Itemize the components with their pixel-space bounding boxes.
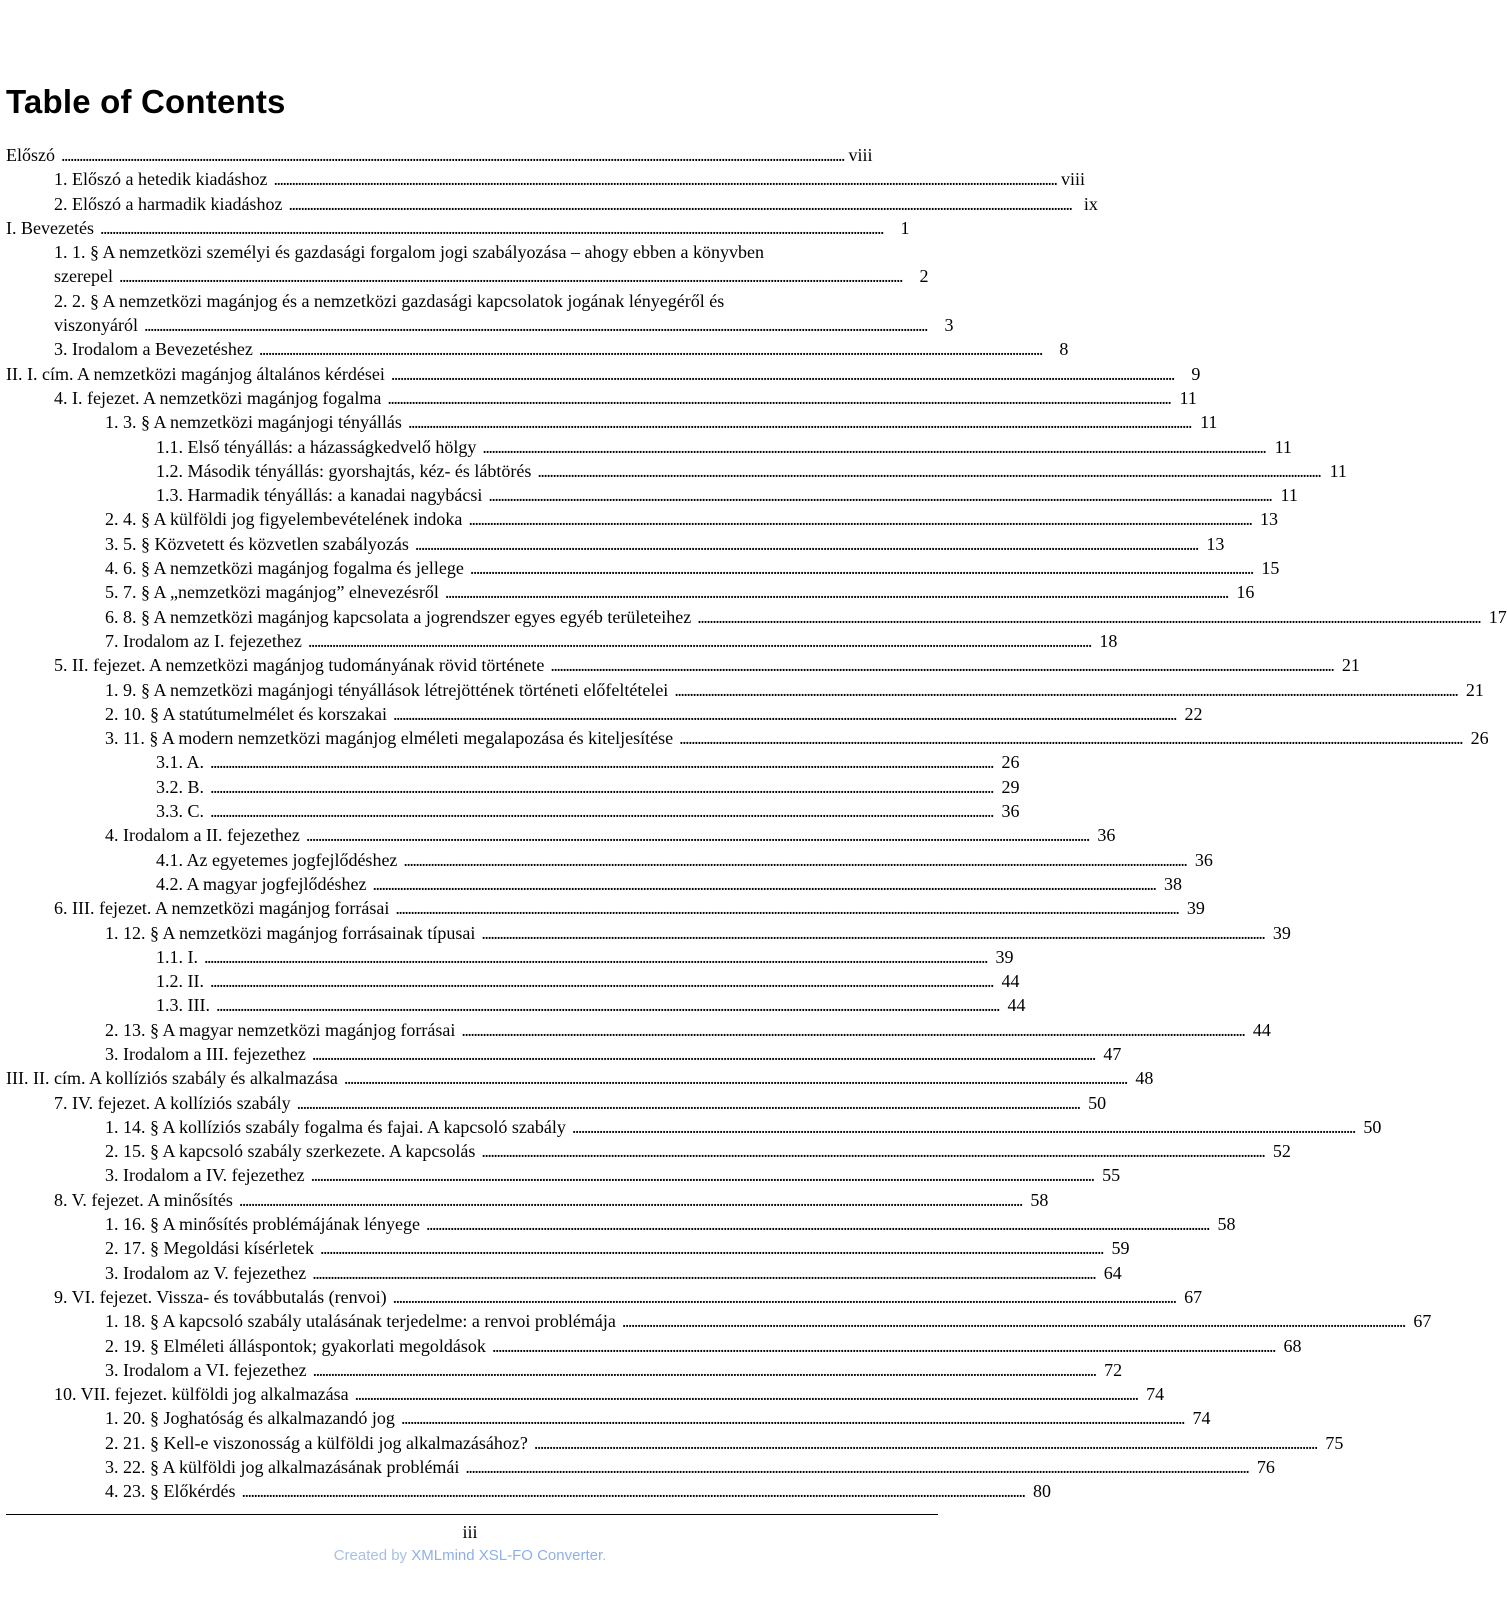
page-number: iii — [462, 1522, 478, 1542]
dot-leader — [465, 1455, 1247, 1479]
toc-entry[interactable] — [6, 459, 1347, 483]
dot-leader — [312, 1042, 1094, 1066]
toc-entry[interactable] — [6, 1334, 1302, 1358]
toc-entry[interactable] — [6, 1261, 1122, 1285]
dot-leader — [313, 1358, 1095, 1382]
toc-entry-text[interactable]: 1.2. Második tényállás: gyorshajtás, kéz- és lábtörés — [156, 460, 532, 481]
toc-entry-text[interactable]: 3.2. B. — [156, 776, 205, 797]
toc-entry[interactable] — [6, 799, 1020, 823]
toc-page-number[interactable]: 13 — [1206, 533, 1225, 554]
toc-page-number[interactable]: viii — [1060, 169, 1085, 190]
toc-entry[interactable] — [6, 1285, 1203, 1309]
toc-entry[interactable] — [6, 1479, 1051, 1503]
toc-entry-text[interactable]: 3. Irodalom a IV. fejezethez — [105, 1165, 305, 1186]
dot-leader — [372, 872, 1154, 896]
toc-entry-text[interactable]: 2. 2. § A nemzetközi magánjog és a nemzetközi gazdasági kapcsolatok jogának lényegéről és — [54, 290, 725, 311]
toc-entry-text[interactable]: 3. 22. § A külföldi jog alkalmazásának problémái — [105, 1457, 460, 1478]
dot-leader — [306, 823, 1088, 847]
dot-leader — [288, 192, 1070, 216]
toc-page-number[interactable]: 17 — [1488, 606, 1507, 627]
toc-entry-text[interactable]: 4. 6. § A nemzetközi magánjog fogalma és jellege — [105, 558, 464, 579]
toc-entry[interactable] — [6, 775, 1020, 799]
dot-leader — [550, 653, 1332, 677]
toc-entry[interactable] — [6, 750, 1020, 774]
dot-leader — [241, 1479, 1023, 1503]
toc-entry-text[interactable]: 3. Irodalom az V. fejezethez — [105, 1262, 307, 1283]
toc-entry-text[interactable]: 3.3. C. — [156, 801, 205, 822]
toc-entry[interactable] — [6, 1455, 1275, 1479]
toc-entry[interactable] — [6, 945, 1014, 969]
toc-entry-text[interactable]: 1.3. Harmadik tényállás: a kanadai nagybácsi — [156, 485, 483, 506]
toc-entry-text[interactable]: 4. Irodalom a II. fejezethez — [105, 825, 300, 846]
toc-entry[interactable] — [6, 167, 1085, 191]
toc-entry[interactable] — [6, 507, 1278, 531]
toc-entry[interactable] — [6, 1212, 1236, 1236]
toc-entry-continuation[interactable]: szerepel — [54, 266, 113, 287]
toc-entry-text[interactable]: II. I. cím. A nemzetközi magánjog általános kérdései — [6, 363, 385, 384]
toc-page-number[interactable]: 36 — [1194, 849, 1213, 870]
dot-leader — [697, 605, 1479, 629]
toc-entry[interactable] — [6, 410, 1218, 434]
toc-entry[interactable] — [6, 362, 1201, 386]
dot-leader — [537, 459, 1319, 483]
toc-page-number[interactable]: 74 — [1146, 1384, 1165, 1405]
dot-leader — [311, 1163, 1093, 1187]
dot-leader — [492, 1334, 1274, 1358]
dot-leader — [408, 410, 1190, 434]
toc-entry-text[interactable]: 2. 4. § A külföldi jog figyelembevételének indoka — [105, 509, 463, 530]
dot-leader — [401, 1406, 1183, 1430]
toc-entry[interactable] — [6, 1358, 1123, 1382]
toc-entry-text[interactable]: 1. 12. § A nemzetközi magánjog forrásainak típusai — [105, 922, 476, 943]
dot-leader — [415, 532, 1197, 556]
toc-entry[interactable] — [6, 896, 1205, 920]
toc-page-number[interactable]: 58 — [1217, 1214, 1236, 1235]
dot-leader — [393, 1285, 1175, 1309]
toc-entry-text[interactable]: 1. Előszó a hetedik kiadáshoz — [54, 169, 268, 190]
dot-leader — [119, 264, 901, 288]
toc-page-number[interactable]: 8 — [1059, 339, 1069, 360]
toc-entry-text[interactable]: 1. 18. § A kapcsoló szabály utalásának terjedelme: a renvoi problémája — [105, 1311, 616, 1332]
toc-entry[interactable] — [6, 216, 910, 240]
dot-leader — [204, 945, 986, 969]
toc-entry-text[interactable]: 1.2. II. — [156, 971, 204, 992]
toc-entry[interactable] — [6, 1091, 1107, 1115]
toc-entry[interactable] — [6, 848, 1213, 872]
toc-page-number[interactable]: 36 — [1097, 825, 1116, 846]
toc-entry[interactable] — [6, 1115, 1382, 1139]
toc-entry[interactable] — [6, 386, 1197, 410]
toc-entry-text[interactable]: 1. 20. § Joghatóság és alkalmazandó jog — [105, 1408, 395, 1429]
toc-page-number[interactable]: 52 — [1272, 1141, 1291, 1162]
toc-entry[interactable] — [6, 580, 1255, 604]
dot-leader — [572, 1115, 1354, 1139]
toc-entry[interactable] — [6, 1066, 1154, 1090]
dot-leader — [312, 1261, 1094, 1285]
toc-page-number[interactable]: 55 — [1102, 1165, 1121, 1186]
toc-entry[interactable] — [6, 313, 954, 337]
toc-page-number[interactable]: 39 — [1272, 922, 1291, 943]
toc-entry[interactable] — [6, 921, 1291, 945]
toc-page-number[interactable]: 68 — [1283, 1335, 1302, 1356]
toc-entry[interactable] — [6, 629, 1118, 653]
toc-page-number[interactable]: 44 — [1252, 1019, 1271, 1040]
toc-page-number[interactable]: 48 — [1135, 1068, 1154, 1089]
dot-leader — [481, 921, 1263, 945]
toc-page-number[interactable]: 47 — [1103, 1043, 1122, 1064]
dot-leader — [488, 483, 1270, 507]
toc-page-number[interactable]: 13 — [1259, 509, 1278, 530]
toc-entry-continuation[interactable]: viszonyáról — [54, 315, 138, 336]
toc-entry-text[interactable]: 1. 14. § A kollíziós szabály fogalma és fajai. A kapcsoló szabály — [105, 1116, 566, 1137]
toc-page-number[interactable]: 67 — [1413, 1311, 1432, 1332]
toc-page-number[interactable]: 36 — [1001, 801, 1020, 822]
toc-page-number[interactable]: 39 — [995, 946, 1014, 967]
dot-leader — [259, 337, 1041, 361]
toc-entry-text[interactable]: 3. Irodalom a Bevezetéshez — [54, 339, 253, 360]
toc-entry[interactable] — [6, 823, 1116, 847]
toc-entry-text[interactable]: 3. Irodalom a VI. fejezethez — [105, 1359, 307, 1380]
dot-leader — [534, 1431, 1316, 1455]
toc-entry-text[interactable]: 6. 8. § A nemzetközi magánjog kapcsolata a jogrendszer egyes egyéb területeihez — [105, 606, 692, 627]
toc-page-number[interactable]: 18 — [1099, 630, 1118, 651]
toc-entry-text[interactable]: 1.1. I. — [156, 946, 198, 967]
toc-entry[interactable] — [6, 556, 1280, 580]
toc-page-number[interactable]: 15 — [1261, 558, 1280, 579]
dot-leader — [210, 775, 992, 799]
toc-page-number[interactable]: 1 — [900, 217, 910, 238]
dot-leader — [403, 848, 1185, 872]
created-by-prefix: Created by — [333, 1547, 412, 1564]
toc-page-number[interactable]: 11 — [1274, 436, 1292, 457]
toc-entry-text[interactable]: 3. 11. § A modern nemzetközi magánjog elméleti megalapozása és kiteljesítése — [105, 728, 674, 749]
toc-page-number[interactable]: 9 — [1191, 363, 1201, 384]
toc-entry-text[interactable]: 4. I. fejezet. A nemzetközi magánjog fogalma — [54, 387, 382, 408]
toc-entry-text[interactable]: 1. 9. § A nemzetközi magánjogi tényállások létrejöttének történeti előfeltételei — [105, 679, 669, 700]
dot-leader — [61, 143, 843, 167]
toc-page-number[interactable]: 74 — [1192, 1408, 1211, 1429]
dot-leader — [308, 629, 1090, 653]
toc-entry[interactable] — [6, 1163, 1121, 1187]
page-title: Table of Contents — [6, 83, 286, 120]
toc-entry-text[interactable]: 1.1. Első tényállás: a házasságkedvelő hölgy — [156, 436, 477, 457]
toc-entry-text[interactable]: 3. 5. § Közvetett és közvetlen szabályozás — [105, 533, 409, 554]
toc-page-number[interactable]: 76 — [1256, 1457, 1275, 1478]
toc-page-number[interactable]: 11 — [1200, 412, 1218, 433]
dot-leader — [481, 1139, 1263, 1163]
toc-entry-text[interactable]: 4.2. A magyar jogfejlődéshez — [156, 873, 367, 894]
toc-entry[interactable] — [6, 702, 1203, 726]
dot-leader — [445, 580, 1227, 604]
toc-page-number[interactable]: ix — [1083, 193, 1098, 214]
dot-leader — [239, 1188, 1021, 1212]
toc-entry[interactable] — [6, 969, 1020, 993]
toc-page-number[interactable]: 38 — [1163, 873, 1182, 894]
toc-entry-text[interactable]: 9. VI. fejezet. Vissza- és továbbutalás (renvoi) — [54, 1286, 387, 1307]
dot-leader — [297, 1091, 1079, 1115]
toc-page-number[interactable]: 50 — [1088, 1092, 1107, 1113]
toc-page-number[interactable]: 26 — [1001, 752, 1020, 773]
toc-entry[interactable] — [6, 532, 1225, 556]
toc-entry-text[interactable]: Előszó — [6, 145, 55, 165]
toc-entry[interactable] — [6, 1431, 1344, 1455]
toc-entry-text[interactable]: 1. 3. § A nemzetközi magánjogi tényállás — [105, 412, 402, 433]
toc-entry[interactable] — [6, 1309, 1432, 1333]
toc-entry-text[interactable]: 3.1. A. — [156, 752, 205, 773]
footer-divider — [6, 1514, 938, 1515]
toc-page-number[interactable]: 50 — [1363, 1116, 1382, 1137]
toc-page-number[interactable]: 3 — [944, 315, 954, 336]
toc-entry-text[interactable]: 2. 13. § A magyar nemzetközi magánjog forrásai — [105, 1019, 456, 1040]
toc-entry[interactable] — [6, 1382, 1165, 1406]
toc-entry[interactable] — [6, 264, 929, 288]
toc-page-number[interactable]: 11 — [1179, 387, 1197, 408]
toc-entry-text[interactable]: 2. 19. § Elméleti álláspontok; gyakorlati megoldások — [105, 1335, 486, 1356]
toc-entry-text[interactable]: 1.3. III. — [156, 995, 210, 1016]
toc-entry[interactable] — [6, 1139, 1291, 1163]
toc-page-number[interactable]: 67 — [1184, 1286, 1203, 1307]
dot-leader — [461, 1018, 1243, 1042]
toc-entry[interactable] — [6, 993, 1026, 1017]
created-by-suffix: . — [602, 1547, 607, 1564]
dot-leader — [468, 507, 1250, 531]
toc-entry-text[interactable]: 1. 1. § A nemzetközi személyi és gazdasági forgalom jogi szabályozása – ahogy ebben a könyvben — [54, 242, 764, 263]
converter-link[interactable]: XMLmind XSL-FO Converter — [411, 1547, 603, 1564]
toc-entry[interactable] — [6, 1236, 1130, 1260]
dot-leader — [395, 896, 1177, 920]
dot-leader — [470, 556, 1252, 580]
toc-page-number[interactable]: 2 — [919, 266, 929, 287]
toc-page-number[interactable]: viii — [848, 145, 873, 165]
dot-leader — [482, 435, 1264, 459]
toc-page-number[interactable]: 58 — [1030, 1189, 1049, 1210]
dot-leader — [320, 1236, 1102, 1260]
toc-entry-text[interactable]: 10. VII. fejezet. külföldi jog alkalmazása — [54, 1384, 349, 1405]
dot-leader — [674, 678, 1456, 702]
toc-page-number[interactable]: 80 — [1032, 1481, 1051, 1502]
toc-entry-text[interactable]: 6. III. fejezet. A nemzetközi magánjog forrásai — [54, 898, 390, 919]
toc-entry[interactable] — [6, 605, 1507, 629]
toc-page-number[interactable]: 64 — [1103, 1262, 1122, 1283]
toc-page-number[interactable]: 44 — [1007, 995, 1026, 1016]
toc-entry-text[interactable]: 7. IV. fejezet. A kollíziós szabály — [54, 1092, 291, 1113]
toc-entry-text[interactable]: 2. 21. § Kell-e viszonosság a külföldi jog alkalmazásához? — [105, 1432, 528, 1453]
toc-entry-text[interactable]: 5. 7. § A „nemzetközi magánjog” elnevezésről — [105, 582, 439, 603]
toc-entry[interactable] — [6, 1042, 1122, 1066]
toc-entry-text[interactable]: 3. Irodalom a III. fejezethez — [105, 1043, 306, 1064]
dot-leader — [679, 726, 1461, 750]
toc-entry[interactable] — [6, 1188, 1049, 1212]
toc-entry-text[interactable]: 4. 23. § Előkérdés — [105, 1481, 236, 1502]
toc-entry[interactable] — [6, 726, 1489, 750]
dot-leader — [216, 993, 998, 1017]
toc-entry[interactable] — [6, 1018, 1271, 1042]
dot-leader — [426, 1212, 1208, 1236]
toc-entry[interactable] — [6, 483, 1298, 507]
toc-entry-text[interactable]: 7. Irodalom az I. fejezethez — [105, 630, 302, 651]
dot-leader — [144, 313, 926, 337]
toc-entry[interactable] — [6, 678, 1484, 702]
dot-leader — [210, 969, 992, 993]
toc-entry-text[interactable]: III. II. cím. A kollíziós szabály és alkalmazása — [6, 1068, 338, 1089]
toc-entry-text[interactable]: 8. V. fejezet. A minősítés — [54, 1189, 233, 1210]
table-of-contents — [6, 143, 1507, 1504]
dot-leader — [344, 1066, 1126, 1090]
dot-leader — [355, 1382, 1137, 1406]
toc-page-number[interactable]: 39 — [1186, 898, 1205, 919]
toc-entry[interactable] — [6, 435, 1292, 459]
toc-entry[interactable] — [6, 143, 873, 167]
toc-page-number[interactable]: 26 — [1470, 728, 1489, 749]
toc-entry[interactable] — [6, 653, 1360, 677]
dot-leader — [622, 1309, 1404, 1333]
dot-leader — [100, 216, 882, 240]
toc-entry[interactable] — [6, 1406, 1211, 1430]
toc-page-number[interactable]: 11 — [1280, 485, 1298, 506]
dot-leader — [387, 386, 1169, 410]
toc-entry-text[interactable]: 2. 15. § A kapcsoló szabály szerkezete. A kapcsolás — [105, 1141, 476, 1162]
toc-entry[interactable] — [6, 192, 1098, 216]
toc-page-number[interactable]: 21 — [1341, 655, 1360, 676]
toc-entry[interactable] — [6, 872, 1182, 896]
toc-entry[interactable] — [6, 337, 1069, 361]
toc-page-number[interactable]: 22 — [1184, 703, 1203, 724]
toc-entry-text[interactable]: 4.1. Az egyetemes jogfejlődéshez — [156, 849, 398, 870]
toc-page-number[interactable]: 11 — [1329, 460, 1347, 481]
toc-page-number[interactable]: 21 — [1465, 679, 1484, 700]
dot-leader — [391, 362, 1173, 386]
toc-entry-text[interactable]: 2. 17. § Megoldási kísérletek — [105, 1238, 314, 1259]
toc-entry-text[interactable]: 2. 10. § A statútumelmélet és korszakai — [105, 703, 387, 724]
dot-leader — [393, 702, 1175, 726]
dot-leader — [210, 750, 992, 774]
toc-page-number[interactable]: 44 — [1001, 971, 1020, 992]
dot-leader — [210, 799, 992, 823]
toc-page-number[interactable]: 75 — [1325, 1432, 1344, 1453]
toc-entry-text[interactable]: 5. II. fejezet. A nemzetközi magánjog tudományának rövid története — [54, 655, 545, 676]
dot-leader — [273, 167, 1055, 191]
created-by-watermark — [0, 1546, 940, 1566]
toc-entry-text[interactable]: 1. 16. § A minősítés problémájának lényege — [105, 1214, 420, 1235]
toc-page-number[interactable]: 29 — [1001, 776, 1020, 797]
toc-page-number[interactable]: 72 — [1104, 1359, 1123, 1380]
toc-page-number[interactable]: 59 — [1111, 1238, 1130, 1259]
toc-entry-text[interactable]: 2. Előszó a harmadik kiadáshoz — [54, 193, 283, 214]
toc-page-number[interactable]: 16 — [1236, 582, 1255, 603]
toc-entry-text[interactable]: I. Bevezetés — [6, 217, 94, 238]
